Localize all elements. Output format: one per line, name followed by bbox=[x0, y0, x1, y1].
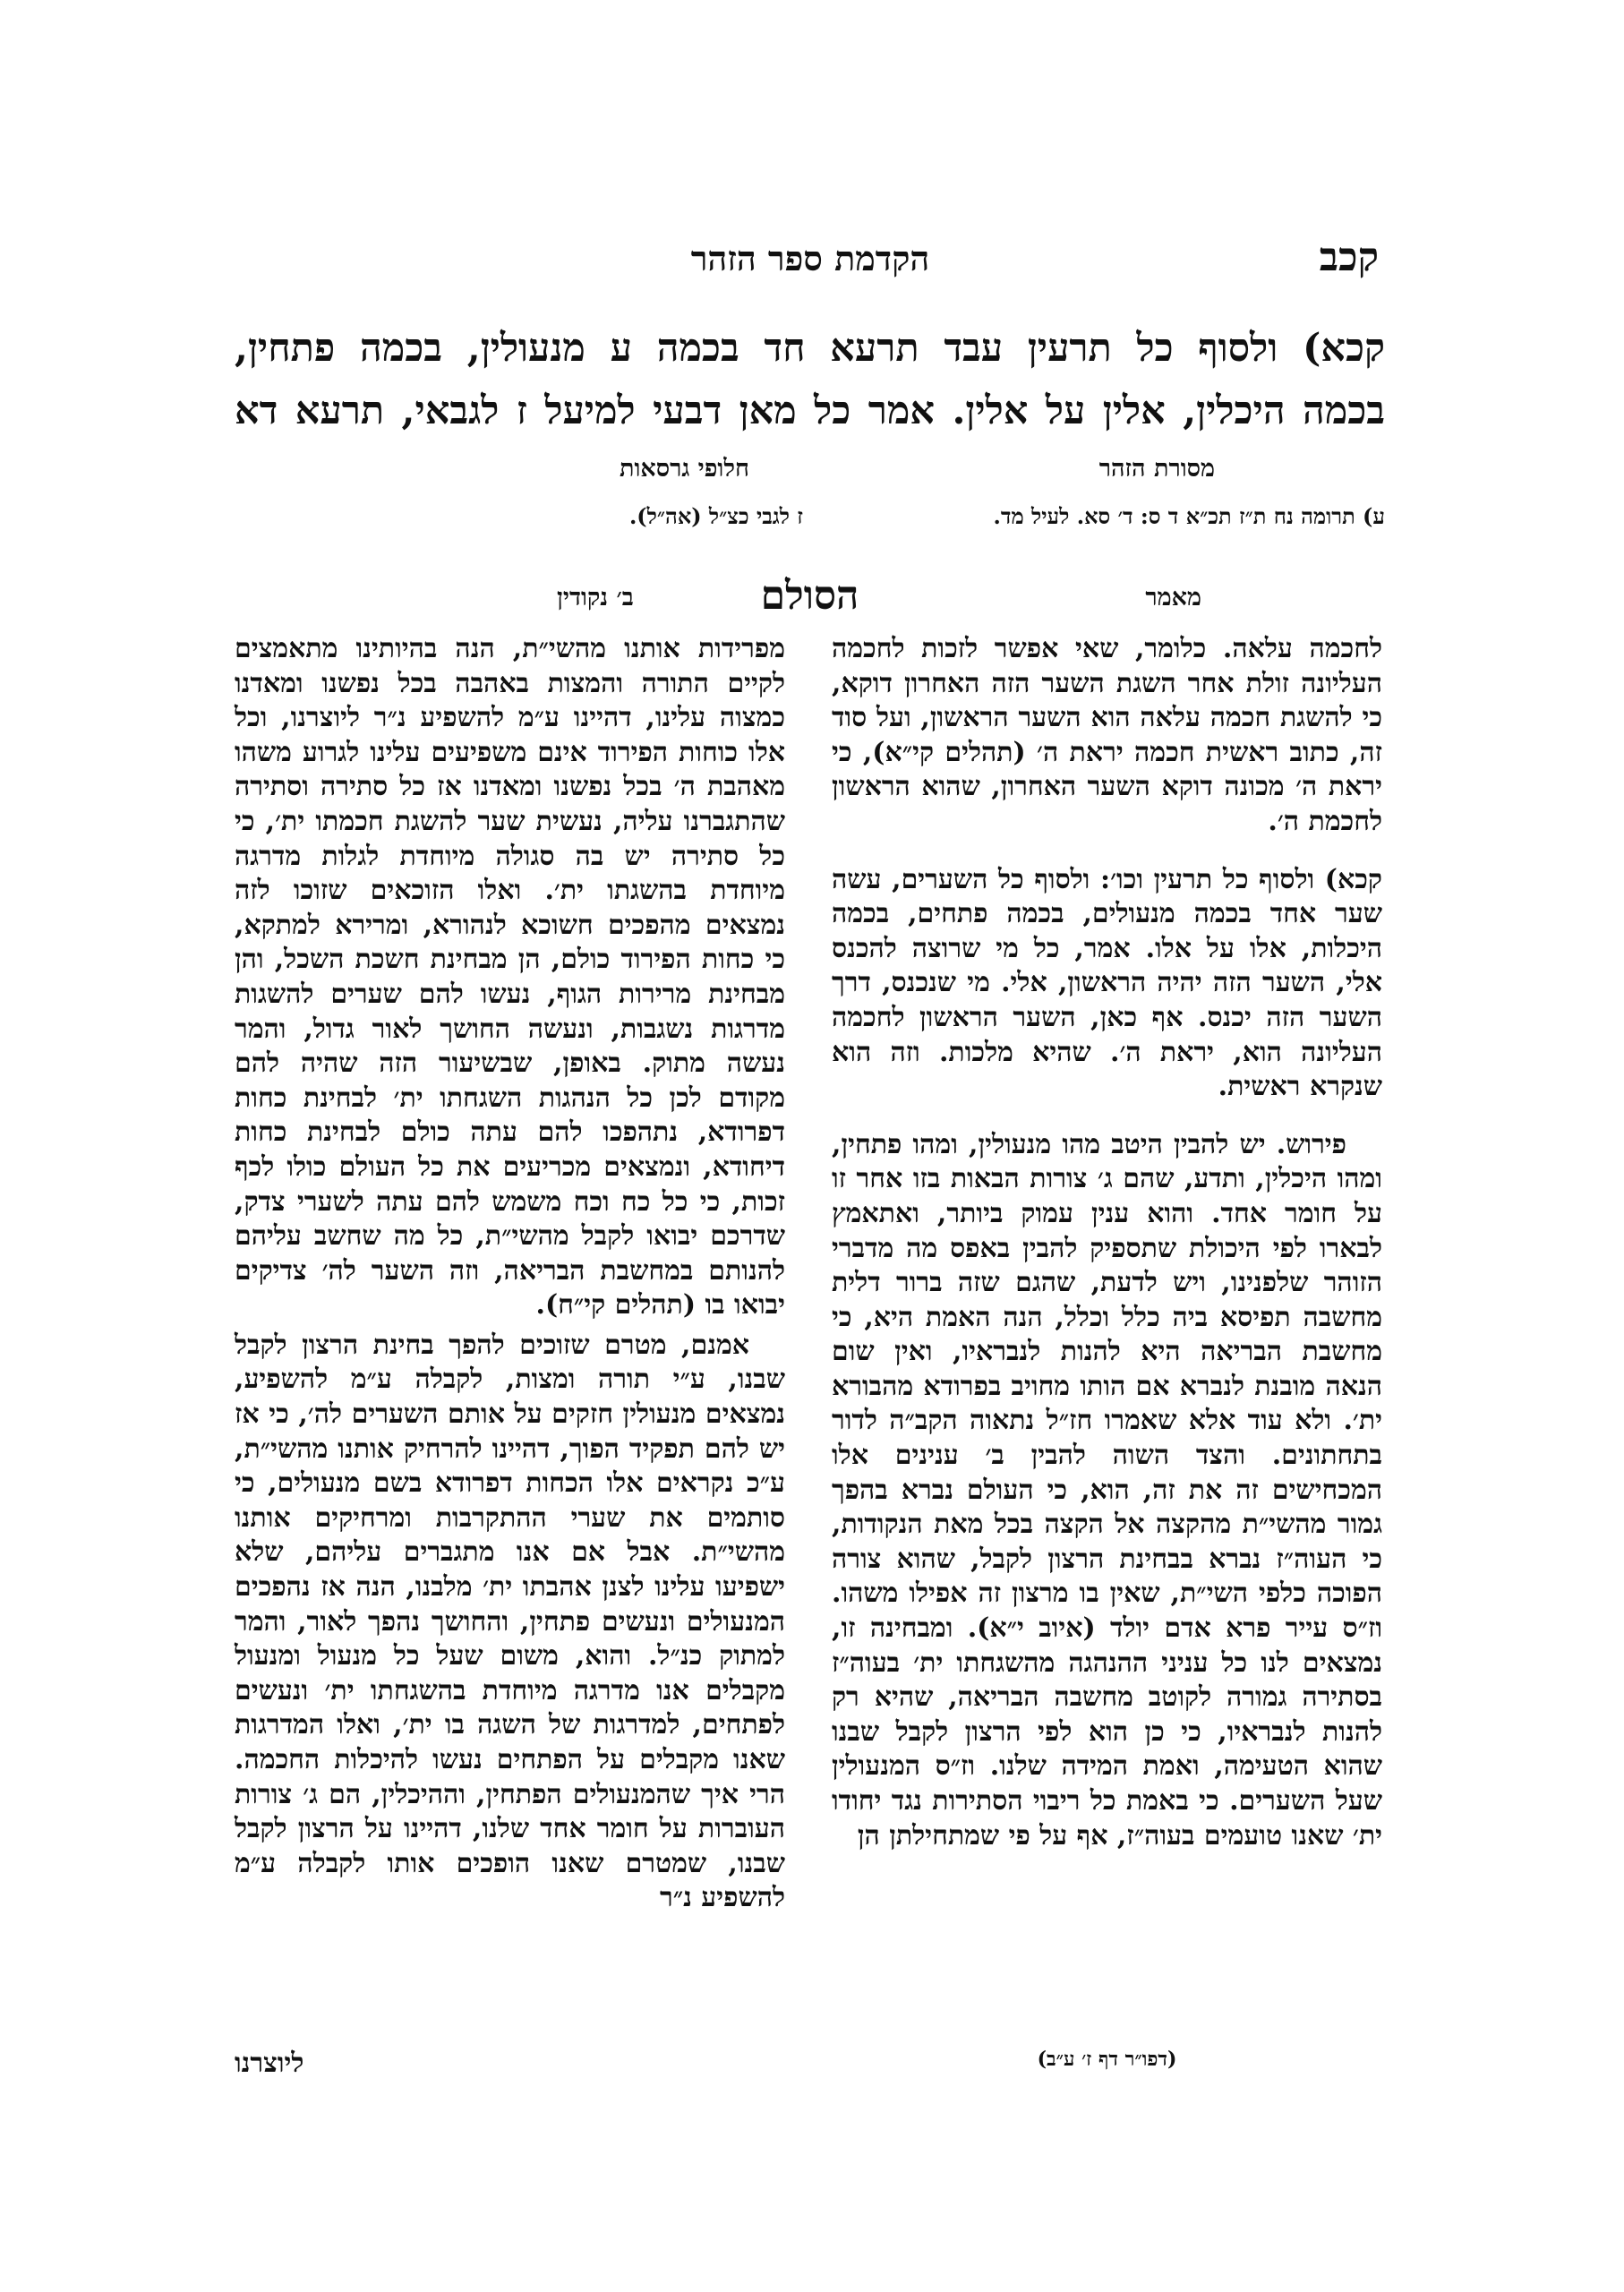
print-reference: (דפו״ר דף ז׳ ע״ב) bbox=[1037, 2048, 1177, 2071]
sulam-header bbox=[235, 573, 1385, 627]
chilufei-heading: חלופי גרסאות bbox=[620, 455, 749, 483]
zohar-text bbox=[235, 317, 1385, 442]
page-number: קכב bbox=[1319, 235, 1379, 280]
running-title: הקדמת ספר הזהר bbox=[690, 238, 930, 278]
commentary-paragraph: קכא) ולסוף כל תרעין וכו׳: ולסוף כל השערים, עשה שער אחד בכמה מנעולים, בכמה פתחים, בכמה היכלות, אלו על אלו. אמר, כל מי שרוצה להכנס אלי, השער הזה יהיה הראשון, אלי. מי שנכנס, דרך השער הזה יכנס. אף כאן, השער הראשון לחכמה העליונה הוא, יראת ה׳. שהיא מלכות. וזה הוא שנקרא ראשית. bbox=[832, 863, 1382, 1103]
chilufei-note: ז לגבי כצ״ל (אה״ל). bbox=[628, 503, 803, 529]
notes-lines bbox=[235, 503, 1385, 539]
zohar-line-2: בכמה היכלין, אלין על אלין. אמר כל מאן דבעי למיעל ז לגבאי, תרעא דא bbox=[235, 389, 1385, 433]
commentary-left-column bbox=[235, 632, 785, 1921]
page-header bbox=[242, 235, 1379, 285]
masoret-note: ע) תרומה נח ת״ז תכ״א ד ס: ד׳ סא. לעיל מד. bbox=[993, 503, 1385, 529]
notes-headings bbox=[235, 455, 1385, 498]
commentary-paragraph: פירוש. יש להבין היטב מהו מנעולין, ומהו פתחין, ומהו היכלין, ותדע, שהם ג׳ צורות הבאות בזו אחר זו על חומר אחד. והוא ענין עמוק ביותר, ואתאמץ לבארו לפי היכולת שתספיק להבין באפס מה מדברי הזוהר שלפנינו, ויש לדעת, שהגם שזה ברור דלית מחשבה תפיסא ביה כלל וכלל, הנה האמת היא, כי מחשבת הבריאה היא להנות לנבראיו, ואין שום הנאה מובנת לנברא אם הותו מחויב בפרודא מהבורא ית׳. ולא עוד אלא שאמרו חז״ל נתאוה הקב״ה לדור בתחתונים. והצד השוה להבין ב׳ ענינים אלו המכחישים זה את זה, הוא, כי העולם נברא בהפך גמור מהשי״ת מהקצה אל הקצה בכל מאת הנקודות, כי העוה״ז נברא בבחינת הרצון לקבל, שהוא צורה הפוכה כלפי השי״ת, שאין בו מרצון זה אפילו משהו. וז״ס עייר פרא אדם יולד (איוב י״א). ומבחינה זו, נמצאים לנו כל עניני ההנהגה מהשגחתו ית׳ בעוה״ז בסתירה גמורה לקוטב מחשבה הבריאה, שהיא רק להנות לנבראיו, כי כן הוא לפי הרצון לקבל שבנו שהוא הטעימה, ואמת המידה שלנו. וז״ס המנעולין שעל השערים. כי באמת כל ריבוי הסתירות נגד יחודו ית׳ שאנו טועמים בעוה״ז, אף על פי שמתחילתן הן bbox=[832, 1128, 1382, 1852]
masoret-heading: מסורת הזהר bbox=[1098, 455, 1215, 483]
catchword: ליוצרנו bbox=[235, 2048, 304, 2079]
commentary-paragraph: אמנם, מטרם שזוכים להפך בחינת הרצון לקבל שבנו, ע״י תורה ומצות, לקבלה ע״מ להשפיע, נמצאים מנעולין חזקים על אותם השערים לה׳, כי אז יש להם תפקיד הפוך, דהיינו להרחיק אותנו מהשי״ת, ע״כ נקראים אלו הכחות דפרודא בשם מנעולים, כי סותמים את שערי ההתקרבות ומרחיקים אותנו מהשי״ת. אבל אם אנו מתגברים עליהם, שלא ישפיעו עלינו לצנן אהבתו ית׳ מלבנו, הנה אז נהפכים המנעולים ונעשים פתחין, והחושך נהפך לאור, והמר למתוק כנ״ל. והוא, משום שעל כל מנעול ומנעול מקבלים אנו מדרגה מיוחדת בהשגחתו ית׳ ונעשים לפתחים, למדרגות של השגה בו ית׳, ואלו המדרגות שאנו מקבלים על הפתחים נעשו להיכלות החכמה. הרי איך שהמנעולים הפתחין, וההיכלין, הם ג׳ צורות העוברות על חומר אחד שלנו, דהיינו על הרצון לקבל שבנו, שמטרם שאנו הופכים אותו לקבלה ע״מ להשפיע נ״ר bbox=[235, 1329, 785, 1914]
sulam-title: הסולם bbox=[760, 573, 859, 619]
commentary-right-column bbox=[832, 632, 1382, 1859]
zohar-line-1: קכא) ולסוף כל תרעין עבד תרעא חד בכמה ע מנעולין, בכמה פתחין, bbox=[235, 326, 1385, 371]
commentary-paragraph: מפרידות אותנו מהשי״ת, הנה בהיותינו מתאמצים לקיים התורה והמצות באהבה בכל נפשנו ומאדנו כמצוה עלינו, דהיינו ע״מ להשפיע נ״ר ליוצרנו, וכל אלו כוחות הפירוד אינם משפיעים עלינו לגרוע משהו מאהבת ה׳ בכל נפשנו ומאדנו אז כל סתירה וסתירה שהתגברנו עליה, נעשית שער להשגת חכמתו ית׳, כי כל סתירה יש בה סגולה מיוחדת לגלות מדרגה מיוחדת בהשגתו ית׳. ואלו הזוכאים שזוכו לזה נמצאים מהפכים חשוכא לנהורא, ומרירא למתקא, כי כחות הפירוד כולם, הן מבחינת חשכת השכל, והן מבחינת מרירות הגוף, נעשו להם שערים להשגות מדרגות נשגבות, ונעשה החושך לאור גדול, והמר נעשה מתוק. באופן, שבשיעור הזה שהיה להם מקודם לכן כל הנהגות השגחתו ית׳ לבחינת כחות דפרודא, נתהפכו להם עתה כולם לבחינת כחות דיחודא, ונמצאים מכריעים את כל העולם כולו לכף זכות, כי כל כח וכח משמש להם עתה לשערי צדק, שדרכם יבואו לקבל מהשי״ת, כל מה שחשב עליהם להנותם במחשבת הבריאה, וזה השער לה׳ צדיקים יבואו בו (תהלים קי״ח). bbox=[235, 633, 785, 1321]
maamar-label: מאמר bbox=[1145, 584, 1201, 611]
nekudin-label: ב׳ נקודין bbox=[557, 584, 634, 611]
commentary-paragraph: לחכמה עלאה. כלומר, שאי אפשר לזכות לחכמה העליונה זולת אחר השגת השער הזה האחרון דוקא, כי להשגת חכמה עלאה הוא השער הראשון, ועל סוד זה, כתוב ראשית חכמה יראת ה׳ (תהלים קי״א), כי יראת ה׳ מכונה דוקא השער האחרון, שהוא הראשון לחכמת ה׳. bbox=[832, 633, 1382, 837]
